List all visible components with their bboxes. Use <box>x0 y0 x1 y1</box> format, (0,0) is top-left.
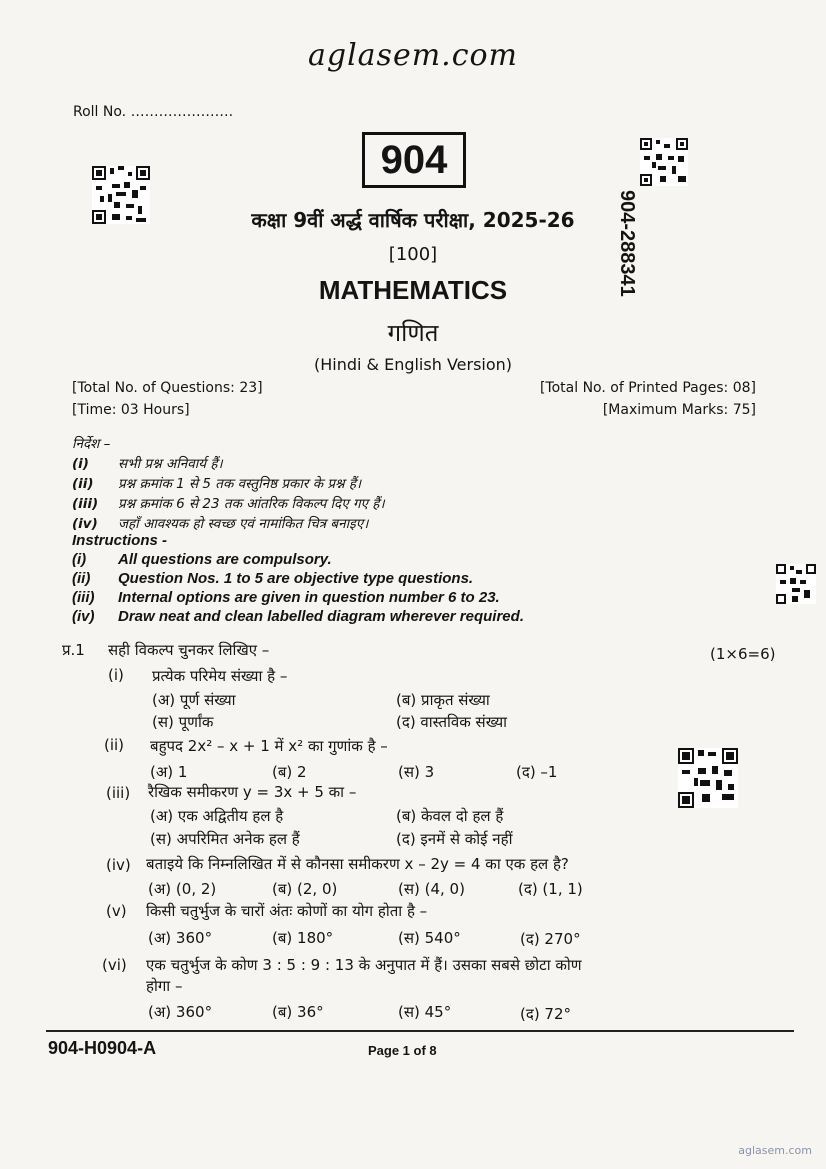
instruction-hindi-item <box>72 474 361 492</box>
option: (अ) पूर्ण संख्या <box>152 691 236 709</box>
option: (द) वास्तविक संख्या <box>396 713 508 731</box>
qr-code-question-icon <box>678 748 738 808</box>
option: (अ) (0, 2) <box>148 880 217 898</box>
option: (स) पूर्णांक <box>152 713 214 731</box>
option: (अ) 1 <box>150 763 188 781</box>
part-text: बताइये कि निम्नलिखित में से कौनसा समीकरण x – 2y = 4 का एक हल है? <box>146 855 569 873</box>
part-text: किसी चतुर्भुज के चारों अंतः कोणों का योग होता है – <box>146 902 428 920</box>
paper-code-box: 904 <box>362 132 466 188</box>
question-marks: (1×6=6) <box>710 645 776 663</box>
part-number: (iv) <box>106 856 131 874</box>
option: (ब) 2 <box>272 763 307 781</box>
subject-english: MATHEMATICS <box>318 275 508 305</box>
instructions-english-heading: Instructions - <box>72 532 168 549</box>
option: (अ) एक अद्वितीय हल है <box>150 807 284 825</box>
item-text: जहाँ आवश्यक हो स्वच्छ एवं नामांकित चित्र बनाइए। <box>118 516 369 532</box>
footer-page-number: Page 1 of 8 <box>368 1043 437 1058</box>
total-questions: [Total No. of Questions: 23] <box>72 380 263 396</box>
option: (द) (1, 1) <box>518 880 583 898</box>
option: (स) 3 <box>398 763 435 781</box>
part-text: एक चतुर्भुज के कोण 3 : 5 : 9 : 13 के अनुपात में हैं। उसका सबसे छोटा कोण <box>146 956 582 974</box>
roll-number: Roll No. …………………. <box>73 104 234 120</box>
part-number: (v) <box>106 902 127 920</box>
item-text: प्रश्न क्रमांक 1 से 5 तक वस्तुनिष्ठ प्रकार के प्रश्न हैं। <box>118 476 362 492</box>
qr-code-margin-icon <box>776 564 816 604</box>
option: (ब) 36° <box>272 1003 324 1021</box>
serial-number: 904-288341 <box>616 190 638 297</box>
item-text: Question Nos. 1 to 5 are objective type questions. <box>118 570 474 587</box>
option: (स) 45° <box>398 1003 452 1021</box>
version-label: (Hindi & English Version) <box>313 355 513 374</box>
instruction-english-item <box>72 589 500 606</box>
option: (द) 72° <box>520 1005 572 1023</box>
option: (ब) केवल दो हल हैं <box>396 807 504 825</box>
option: (अ) 360° <box>148 929 213 947</box>
subject-hindi: गणित <box>387 319 439 347</box>
part-number: (vi) <box>102 956 127 974</box>
qr-code-right-icon <box>640 138 688 186</box>
item-number: (iv) <box>72 608 95 625</box>
item-number: (iii) <box>72 589 95 606</box>
instruction-english-item <box>72 570 473 587</box>
option: (द) इनमें से कोई नहीं <box>396 830 513 848</box>
item-text: प्रश्न क्रमांक 6 से 23 तक आंतरिक विकल्प दिए गए हैं। <box>118 496 385 512</box>
item-text: Internal options are given in question number 6 to 23. <box>118 589 500 606</box>
exam-title: कक्षा 9वीं अर्द्ध वार्षिक परीक्षा, 2025-26 <box>251 208 575 232</box>
time-allowed: [Time: 03 Hours] <box>72 402 190 418</box>
item-text: All questions are compulsory. <box>118 551 332 568</box>
option: (स) 540° <box>398 929 461 947</box>
option: (ब) (2, 0) <box>272 880 338 898</box>
item-number: (i) <box>72 456 89 472</box>
part-number: (i) <box>108 666 124 684</box>
question-text: सही विकल्प चुनकर लिखिए – <box>108 641 270 659</box>
item-text: सभी प्रश्न अनिवार्य हैं। <box>118 456 223 472</box>
footer-paper-code: 904-H0904-A <box>48 1038 157 1058</box>
instruction-english-item <box>72 608 524 625</box>
total-pages: [Total No. of Printed Pages: 08] <box>539 380 756 396</box>
part-text-continued: होगा – <box>146 977 183 995</box>
option: (स) अपरिमित अनेक हल हैं <box>150 830 300 848</box>
option: (अ) 360° <box>148 1003 213 1021</box>
item-number: (ii) <box>72 570 91 587</box>
option: (द) –1 <box>516 763 558 781</box>
question-number: प्र.1 <box>62 641 85 659</box>
part-number: (iii) <box>106 784 131 802</box>
part-text: बहुपद 2x² – x + 1 में x² का गुणांक है – <box>150 737 388 755</box>
option: (द) 270° <box>520 930 581 948</box>
option: (ब) 180° <box>272 929 334 947</box>
instruction-hindi-item <box>72 514 368 532</box>
part-text: रैखिक समीकरण y = 3x + 5 का – <box>148 783 357 801</box>
option: (ब) प्राकृत संख्या <box>396 691 490 709</box>
item-number: (ii) <box>72 476 94 492</box>
footer-divider <box>46 1030 794 1032</box>
item-text: Draw neat and clean labelled diagram wherever required. <box>118 608 524 625</box>
marks-code: [100] <box>388 244 438 265</box>
instruction-english-item <box>72 551 332 568</box>
item-number: (iv) <box>72 516 98 532</box>
maximum-marks: [Maximum Marks: 75] <box>602 402 756 418</box>
instructions-hindi-heading: निर्देश – <box>72 436 111 452</box>
option: (स) (4, 0) <box>398 880 465 898</box>
instruction-hindi-item <box>72 494 385 512</box>
watermark-bottom: aglasem.com <box>738 1144 812 1157</box>
item-number: (iii) <box>72 496 99 512</box>
watermark-top: aglasem.com <box>307 38 518 73</box>
instruction-hindi-item <box>72 454 223 472</box>
part-number: (ii) <box>104 736 125 754</box>
part-text: प्रत्येक परिमेय संख्या है – <box>152 667 288 685</box>
item-number: (i) <box>72 551 87 568</box>
